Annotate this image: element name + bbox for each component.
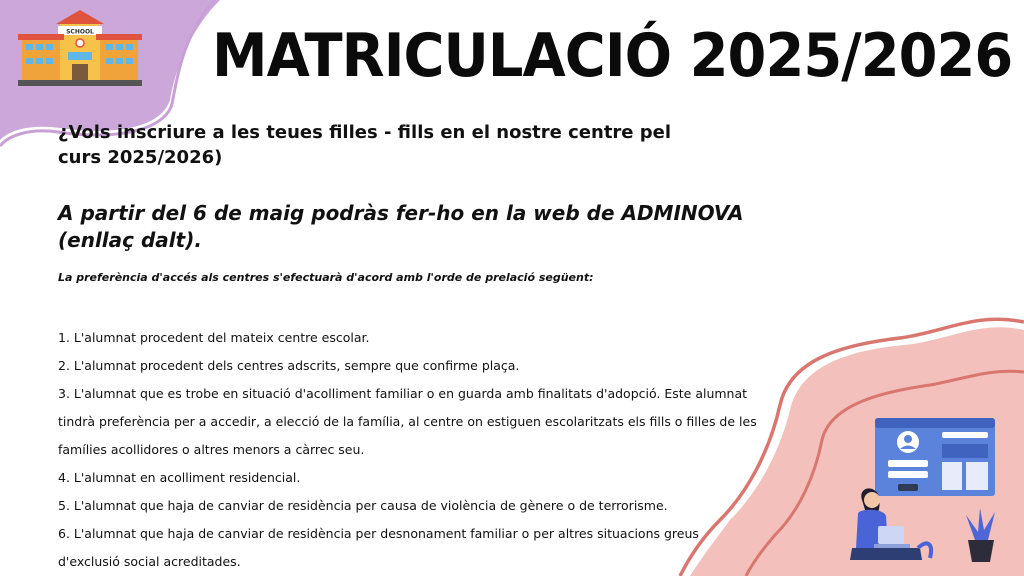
preference-intro: La preferència d'accés als centres s'efectuarà d'acord amb l'orde de prelació següent: <box>58 271 594 284</box>
list-item: 6. L'alumnat que haja de canviar de residència per desnonament familiar o per altres situacions greus d'exclusió social acreditades. <box>58 526 699 569</box>
list-item: 4. L'alumnat en acolliment residencial. <box>58 470 301 485</box>
list-item: 2. L'alumnat procedent dels centres adscrits, sempre que confirme plaça. <box>58 358 520 373</box>
page-title: MATRICULACIÓ 2025/2026 <box>212 21 1013 91</box>
school-sign: SCHOOL <box>66 28 94 36</box>
login-screen-icon <box>875 418 995 496</box>
enrollment-question: ¿Vols inscriure a les teues filles - fills en el nostre centre pel curs 2025/2026) <box>58 122 672 168</box>
list-item: 1. L'alumnat procedent del mateix centre escolar. <box>58 330 370 345</box>
announcement-text: A partir del 6 de maig podràs fer-ho en la web de ADMINOVA (enllaç dalt). <box>58 201 744 252</box>
list-item: 3. L'alumnat que es trobe en situació d'acolliment familiar o en guarda amb finalitats d'adopció. Este alumnat tindrà preferència per a accedir, a elecció de la família, al centre on estiguen escolaritzats els fills o filles de les famílies acollidores o altres menors a càrrec seu. <box>58 386 757 457</box>
list-item: 5. L'alumnat que haja de canviar de residència per causa de violència de gènere o de terrorisme. <box>58 498 668 513</box>
priority-list <box>58 324 758 576</box>
